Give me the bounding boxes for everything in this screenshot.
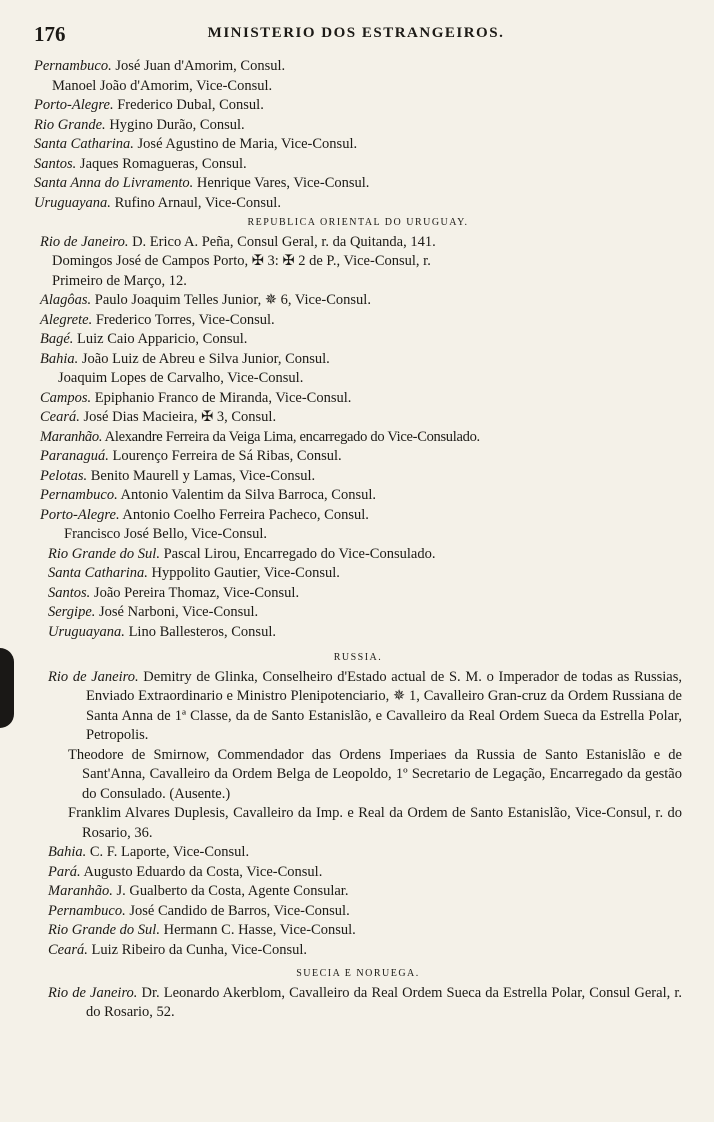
list-item: Francisco José Bello, Vice-Consul. bbox=[64, 526, 268, 542]
list-item: Santos. Jaques Romagueras, Consul. bbox=[34, 155, 247, 172]
list-item: Bahia. C. F. Laporte, Vice-Consul. bbox=[48, 844, 250, 860]
list-item: Pernambuco. Antonio Valentim da Silva Barroca, Consul. bbox=[40, 487, 377, 503]
list-item: Pelotas. Benito Maurell y Lamas, Vice-Consul. bbox=[40, 467, 316, 484]
list-item: Sergipe. José Narboni, Vice-Consul. bbox=[48, 604, 259, 620]
list-item: Campos. Epiphanio Franco de Miranda, Vice-Consul. bbox=[40, 389, 352, 406]
page-body bbox=[34, 57, 682, 1023]
list-item: Maranhão. Alexandre Ferreira da Veiga Lima, encarregado do Vice-Consulado. bbox=[40, 428, 480, 445]
list-item: Alegrete. Frederico Torres, Vice-Consul. bbox=[40, 311, 275, 328]
list-item: Pará. Augusto Eduardo da Costa, Vice-Consul. bbox=[48, 863, 323, 880]
list-item: Rio Grande do Sul. Pascal Lirou, Encarregado do Vice-Consulado. bbox=[48, 545, 436, 562]
list-item: Santa Catharina. José Agustino de Maria, Vice-Consul. bbox=[34, 136, 358, 152]
section-heading-suecia: SUECIA E NORUEGA. bbox=[296, 968, 420, 979]
list-item: Rio de Janeiro. Dr. Leonardo Akerblom, Cavalleiro da Real Ordem Sueca da Estrella Polar, Consul Geral, r. do Rosario, 52. bbox=[48, 984, 682, 1020]
list-item: Santa Catharina. Hyppolito Gautier, Vice-Consul. bbox=[48, 565, 340, 581]
section-heading-uruguay: REPUBLICA ORIENTAL DO URUGUAY. bbox=[247, 217, 469, 228]
list-item: Bagé. Luiz Caio Apparicio, Consul. bbox=[40, 331, 248, 347]
list-item: Ceará. Luiz Ribeiro da Cunha, Vice-Consul. bbox=[48, 941, 308, 958]
ink-blot bbox=[0, 648, 14, 728]
list-item: Rio de Janeiro. Demitry de Glinka, Conselheiro d'Estado actual de S. M. o Imperador de todas as Russias, Enviado Extraordinario e Ministro Plenipotenciario, ✵ 1, Cavalleiro Gran-cruz da Ordem Russiana de Santa Anna de 1ª Classe, da de Santo Estanislão, e Cavalleiro da Real Ordem Sueca da Estrella Polar, Petropolis. bbox=[48, 668, 682, 743]
list-item-continuation: Primeiro de Março, 12. bbox=[52, 272, 187, 289]
list-item: Theodore de Smirnow, Commendador das Ordens Imperiaes da Russia de Santo Estanislão e de Sant'Anna, Cavalleiro da Ordem Belga de Leopoldo, 1º Secretario de Legação, Encarregado da gestão do Consulado. (Ausente.) bbox=[68, 746, 682, 802]
list-item: Santos. João Pereira Thomaz, Vice-Consul. bbox=[48, 584, 300, 601]
list-item: Pernambuco. José Candido de Barros, Vice-Consul. bbox=[48, 902, 350, 919]
list-item: Bahia. João Luiz de Abreu e Silva Junior, Consul. bbox=[40, 350, 330, 367]
running-head: MINISTERIO DOS ESTRANGEIROS. bbox=[207, 25, 505, 41]
list-item: Joaquim Lopes de Carvalho, Vice-Consul. bbox=[58, 370, 304, 386]
list-item: Porto-Alegre. Frederico Dubal, Consul. bbox=[34, 97, 264, 113]
list-item: Alagôas. Paulo Joaquim Telles Junior, ✵ 6, Vice-Consul. bbox=[40, 292, 371, 308]
list-item: Uruguayana. Lino Ballesteros, Consul. bbox=[48, 623, 276, 640]
list-item: Ceará. José Dias Macieira, ✠ 3, Consul. bbox=[40, 409, 277, 425]
page-header bbox=[24, 22, 688, 44]
list-item-continuation: Domingos José de Campos Porto, ✠ 3: ✠ 2 de P., Vice-Consul, r. bbox=[52, 253, 431, 269]
list-item: Uruguayana. Rufino Arnaul, Vice-Consul. bbox=[34, 194, 281, 211]
page-number: 176 bbox=[34, 22, 66, 46]
list-item: Pernambuco. José Juan d'Amorim, Consul. bbox=[34, 58, 286, 74]
list-item: Franklim Alvares Duplesis, Cavalleiro da Imp. e Real da Ordem de Santo Estanislão, Vice-Consul, r. do Rosario, 36. bbox=[68, 805, 682, 841]
list-item: Paranaguá. Lourenço Ferreira de Sá Ribas, Consul. bbox=[40, 448, 342, 464]
list-item: Rio Grande do Sul. Hermann C. Hasse, Vice-Consul. bbox=[48, 922, 356, 938]
list-item: Manoel João d'Amorim, Vice-Consul. bbox=[52, 77, 273, 94]
section-heading-russia: RUSSIA. bbox=[333, 652, 383, 663]
list-item: Porto-Alegre. Antonio Coelho Ferreira Pacheco, Consul. bbox=[40, 506, 369, 523]
list-item: Santa Anna do Livramento. Henrique Vares, Vice-Consul. bbox=[34, 175, 370, 191]
list-item: Rio de Janeiro. D. Erico A. Peña, Consul Geral, r. da Quitanda, 141. bbox=[40, 233, 436, 250]
list-item: Maranhão. J. Gualberto da Costa, Agente Consular. bbox=[48, 883, 349, 899]
list-item: Rio Grande. Hygino Durão, Consul. bbox=[34, 116, 245, 133]
